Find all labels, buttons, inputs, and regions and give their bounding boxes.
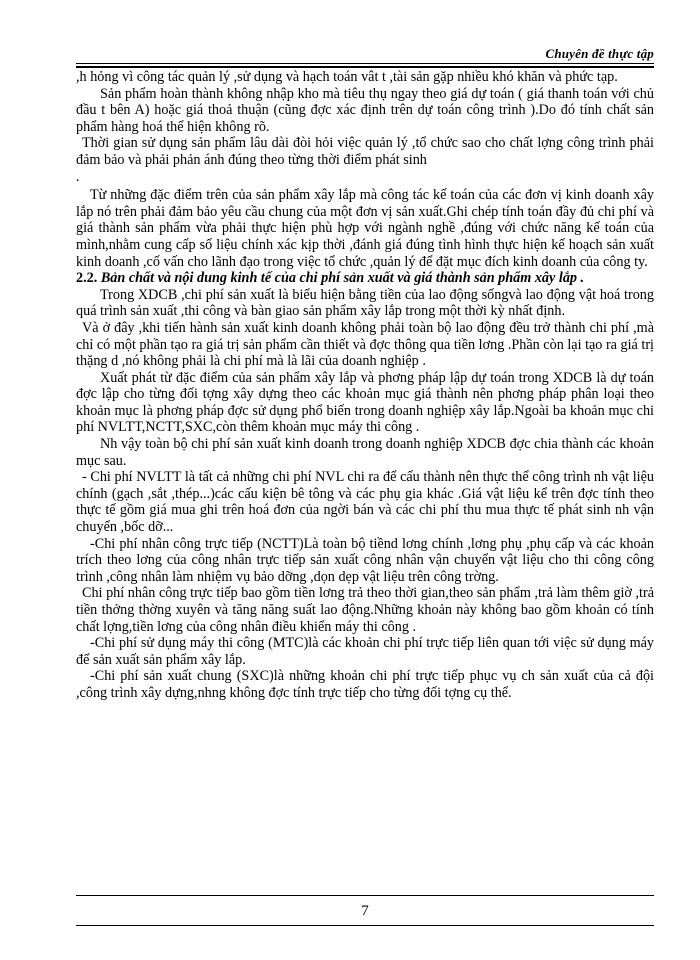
section-heading: [76, 270, 654, 287]
header-rule-thick: [76, 66, 654, 68]
paragraph: Và ở đây ,khi tiến hành sản xuất kinh doanh không phải toàn bộ lao động đều trở thành chi phí ,mà chỉ có một phần tạo ra giá trị sản phẩm cần thiết và đợc thông qua tiền lơng .Phần còn lại tạo ra giá trị thặng d ,nó không phải là chi phí mà là lãi của doanh nghiệp .: [76, 319, 655, 370]
header-title: Chuyên đề thực tập: [545, 46, 654, 61]
footer-rule-bottom: [76, 925, 654, 926]
page-number: 7: [361, 903, 369, 919]
paragraph: -Chi phí sản xuất chung (SXC)là những khoản chi phí trực tiếp phục vụ ch sản xuất của cả đội ,công trình xây dựng,nhng không đợc tính trực tiếp cho từng đối tợng cụ thể.: [76, 668, 654, 701]
footer-rule: [76, 895, 654, 896]
paragraph: Sản phẩm hoàn thành không nhập kho mà tiêu thụ ngay theo giá dự toán ( giá thanh toán với chủ đầu t bên A) hoặc giá thoả thuận (cũng đợc xác định trên dự toán công trình ).Do đó tính chất sản phẩm hàng hoá thể hiện không rõ.: [76, 85, 654, 135]
paragraph: Trong XDCB ,chi phí sản xuất là biểu hiện bằng tiền của lao động sốngvà lao động vật hoá trong quá trình sản xuất ,thi công và bàn giao sản phẩm xây lắp trong một thời kỳ nhất định.: [76, 286, 654, 320]
section-number: 2.2.: [76, 270, 98, 287]
document-body: [76, 69, 654, 702]
paragraph: Từ những đặc điểm trên của sản phẩm xây lắp mà công tác kế toán của các đơn vị kinh doanh xây lắp nó trên phải đảm bảo yêu cầu chung của một đơn vị sản xuất.Ghi chép tính toán đầy đủ chi phí và giá thành sản phẩm vừa phải thực hiện phù hợp với ngành nghề ,đúng với chức năng kế toán của mình,nhằm cung cấp số liệu chính xác kịp thời ,đánh giá đúng tình hình thực hiện kế hoạch sản xuất kinh doanh ,cố vấn cho lãnh đạo trong việc tổ chức ,quản lý để đặt mục đích kinh doanh của công ty.: [76, 187, 654, 270]
paragraph: Nh vậy toàn bộ chi phí sản xuất kinh doanh trong doanh nghiệp XDCB đợc chia thành các khoản mục sau.: [76, 436, 654, 469]
paragraph: -Chi phí nhân công trực tiếp (NCTT)Là toàn bộ tiềnd lơng chính ,lơng phụ ,phụ cấp và các khoản trích theo lơng của công nhân trực tiếp sản xuất công nhân vận chuyển vật liệu cho thi công công trình ,công nhân làm nhiệm vụ bảo dỡng ,dọn dẹp vật liệu trên công trờng.: [76, 535, 654, 585]
paragraph: Thời gian sử dụng sản phẩm lâu dài đòi hỏi việc quản lý ,tổ chức sao cho chất lợng công trình phải đảm bảo và phải phản ánh đúng theo từng thời điểm phát sinh: [76, 135, 654, 168]
paragraph: -Chi phí sử dụng máy thi công (MTC)là các khoản chi phí trực tiếp liên quan tới việc sử dụng máy để sản xuất sản phẩm xây lắp.: [76, 635, 654, 668]
header-rule: [76, 63, 654, 64]
paragraph: ,h hỏng vì công tác quản lý ,sử dụng và hạch toán vât t ,tài sản gặp nhiều khó khăn và phức tạp.: [76, 69, 618, 85]
section-title: Bản chất và nội dung kinh tế của chi phí sản xuất và giá thành sản phẩm xây lắp .: [100, 270, 585, 287]
paragraph: Xuất phát từ đặc điểm của sản phẩm xây lắp và phơng pháp lập dự toán trong XDCB là dự toán đợc lập cho từng đối tợng xây dựng theo các khoản mục giá thành nên phơng pháp phân loại theo khoản mục là phơng pháp đợc sử dụng phổ biến trong doanh nghiệp xây lắp.Ngoài ba khoản mục chi phí NVLTT,NCTT,SXC,còn thêm khoản mục máy thi công .: [76, 369, 654, 436]
paragraph-dot: .: [76, 168, 80, 185]
paragraph: Chi phí nhân công trực tiếp bao gồm tiền lơng trả theo thời gian,theo sản phẩm ,trả làm thêm giờ ,trả tiền thởng thờng xuyên và tăng năng suất lao động.Những khoản này không bao gồm khoản có tính chất lợng,tiền lơng của công nhân điều khiển máy thi công .: [76, 585, 654, 635]
paragraph: - Chi phí NVLTT là tất cả những chi phí NVL chi ra để cấu thành nên thực thể công trình nh vật liệu chính (gạch ,sắt ,thép...)các cấu kiện bê tông và các phụ gia khác .Giá vật liệu kể trên đợc tính theo thực tế gồm giá mua ghi trên hoá đơn của ngời bán và các chi phí thu mua thực tế phát sinh nh vận chuyển ,bốc dỡ...: [76, 469, 654, 536]
